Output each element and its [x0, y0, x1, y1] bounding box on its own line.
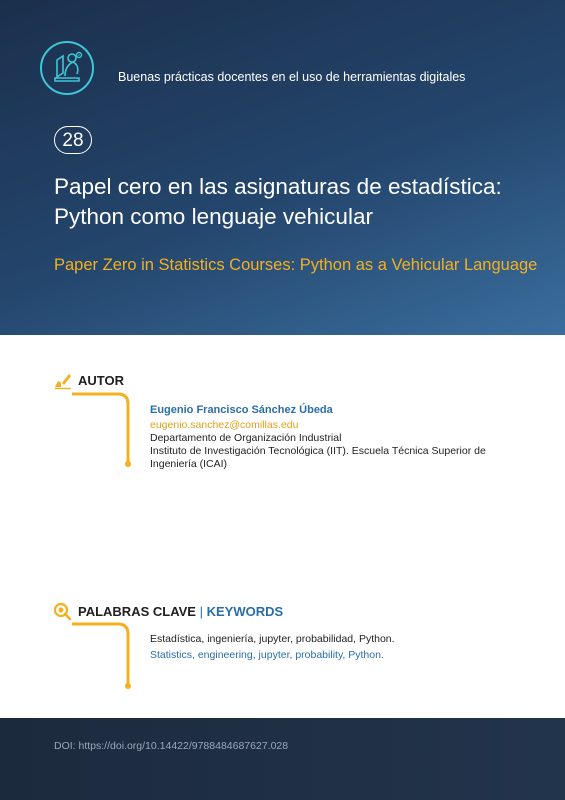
footer-bar [0, 718, 565, 800]
author-connector-line [70, 390, 140, 470]
chapter-title [54, 172, 534, 232]
series-title: Buenas prácticas docentes en el uso de herramientas digitales [118, 70, 466, 84]
keywords-spanish: Estadística, ingeniería, jupyter, probabilidad, Python. [150, 633, 395, 645]
doi-link[interactable]: DOI: https://doi.org/10.14422/9788484687627.028 [54, 740, 289, 752]
author-department: Departamento de Organización Industrial [150, 432, 342, 444]
author-email-link[interactable]: eugenio.sanchez@comillas.edu [150, 419, 299, 431]
author-institute: Instituto de Investigación Tecnológica (IIT). Escuela Técnica Superior de Ingeniería (ICAI) [150, 445, 486, 470]
chapter-title-line-2: Python como lenguaje vehicular [54, 204, 373, 229]
keywords-label-separator: | [199, 604, 203, 619]
header-banner [0, 0, 565, 335]
keywords-label-en: KEYWORDS [206, 604, 284, 619]
chapter-title-line-1: Papel cero en las asignaturas de estadística: [54, 174, 502, 199]
chapter-subtitle-english: Paper Zero in Statistics Courses: Python as a Vehicular Language [54, 256, 538, 274]
keywords-connector-line [70, 620, 140, 692]
chapter-number-badge: 28 [54, 126, 92, 154]
keywords-section-label [78, 604, 283, 619]
digital-teaching-logo-icon [39, 40, 95, 96]
author-pen-icon [53, 370, 73, 390]
keywords-magnifier-icon [53, 601, 73, 621]
author-name: Eugenio Francisco Sánchez Úbeda [150, 404, 333, 416]
keywords-english: Statistics, engineering, jupyter, probability, Python. [150, 649, 384, 661]
author-section-label: AUTOR [78, 373, 124, 388]
keywords-label-es: PALABRAS CLAVE [78, 604, 196, 619]
